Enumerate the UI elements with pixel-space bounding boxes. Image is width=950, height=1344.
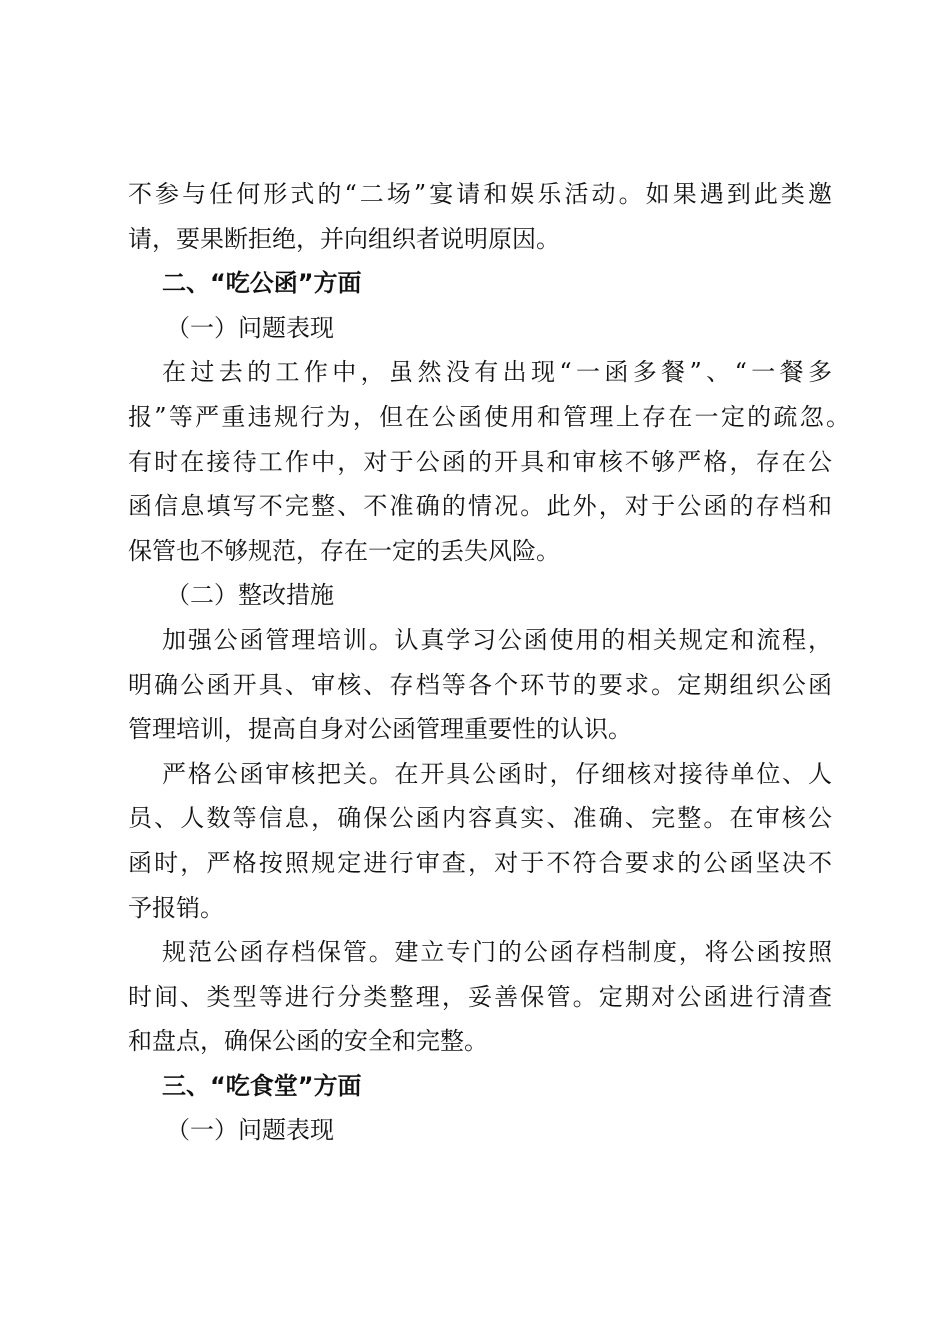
body-line: 在过去的工作中，虽然没有出现“一函多餐”、“一餐多 [162, 358, 832, 387]
body-line: 严格公函审核把关。在开具公函时，仔细核对接待单位、人 [162, 759, 832, 788]
body-line: 有时在接待工作中，对于公函的开具和审核不够严格，存在公 [128, 447, 832, 476]
body-line: 员、人数等信息，确保公函内容真实、准确、完整。在审核公 [128, 804, 832, 833]
body-line: 加强公函管理培训。认真学习公函使用的相关规定和流程， [162, 625, 832, 654]
body-line: 规范公函存档保管。建立专门的公函存档制度，将公函按照 [162, 938, 832, 967]
section-heading: 三、“吃食堂”方面 [162, 1071, 362, 1100]
document-page [128, 172, 850, 1153]
section-heading: 二、“吃公函”方面 [162, 269, 362, 298]
body-line: 保管也不够规范，存在一定的丢失风险。 [128, 536, 560, 565]
body-line: 明确公函开具、审核、存档等各个环节的要求。定期组织公函 [128, 670, 832, 699]
body-line: 予报销。 [128, 893, 224, 922]
body-line: 请，要果断拒绝，并向组织者说明原因。 [128, 224, 560, 253]
subsection-heading: （二）整改措施 [166, 581, 334, 610]
subsection-heading: （一）问题表现 [166, 1116, 334, 1145]
body-line: 管理培训，提高自身对公函管理重要性的认识。 [128, 715, 632, 744]
body-line: 函时，严格按照规定进行审查，对于不符合要求的公函坚决不 [128, 848, 832, 877]
body-line: 和盘点，确保公函的安全和完整。 [128, 1027, 488, 1056]
body-line: 函信息填写不完整、不准确的情况。此外，对于公函的存档和 [128, 492, 832, 521]
body-line: 不参与任何形式的“二场”宴请和娱乐活动。如果遇到此类邀 [128, 180, 832, 208]
body-line: 报”等严重违规行为，但在公函使用和管理上存在一定的疏忽。 [128, 402, 850, 431]
body-line: 时间、类型等进行分类整理，妥善保管。定期对公函进行清查 [128, 982, 832, 1011]
subsection-heading: （一）问题表现 [166, 313, 334, 342]
